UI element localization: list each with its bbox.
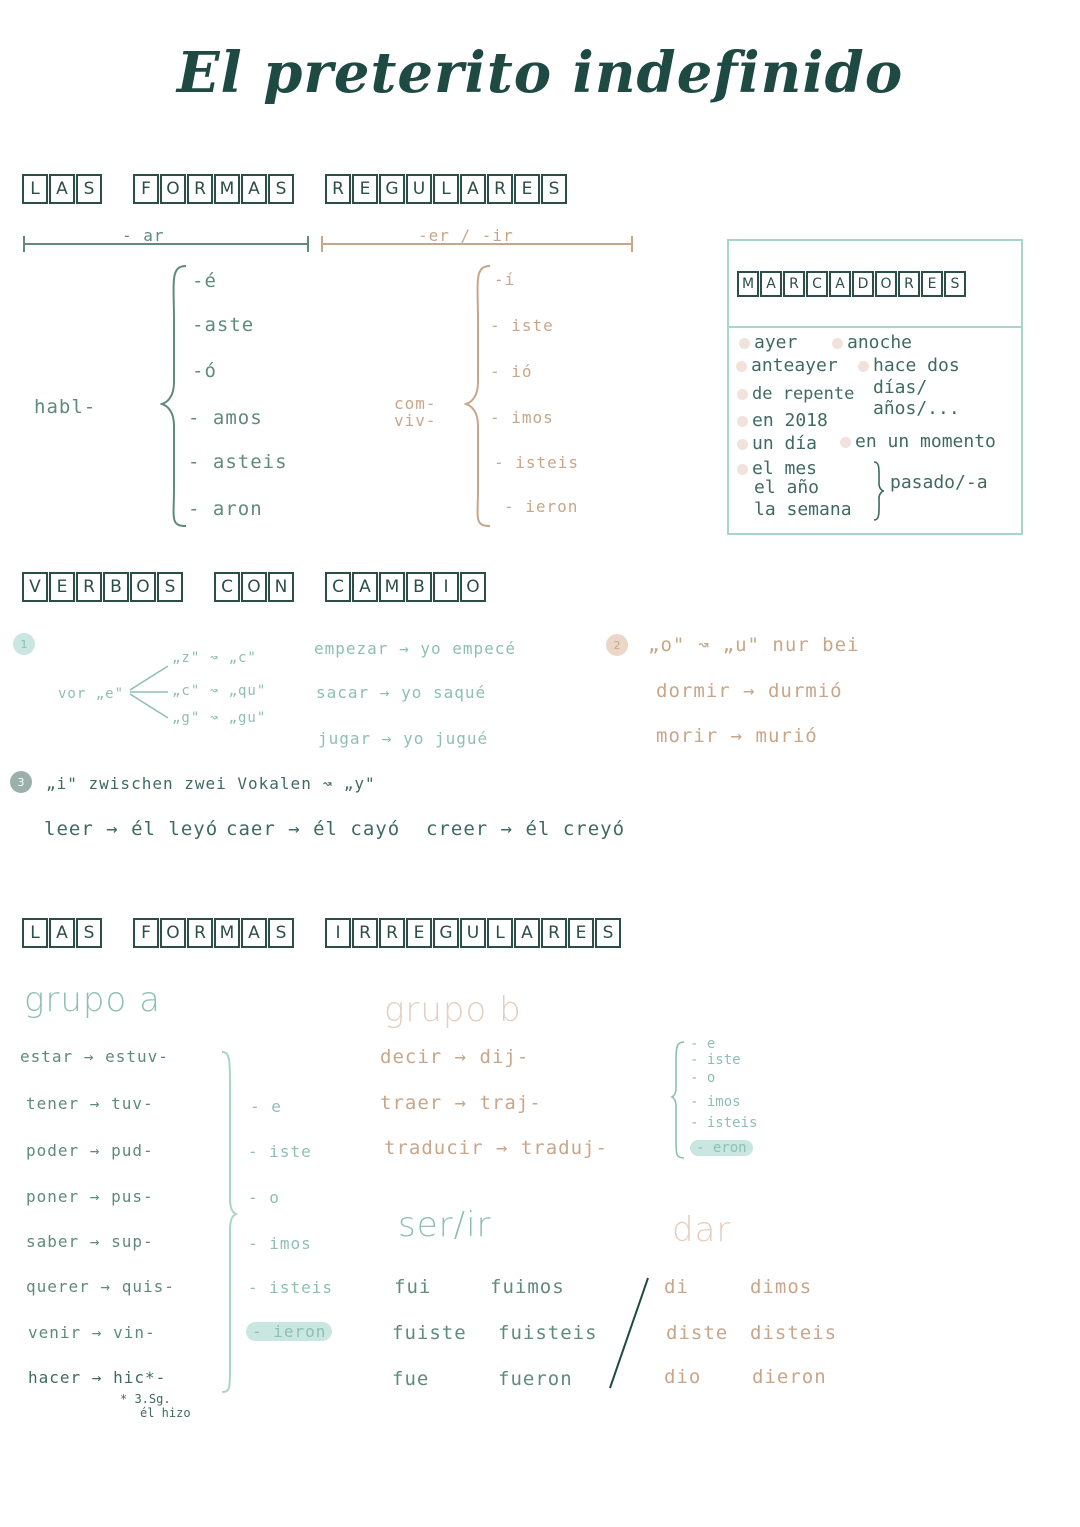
grupo-b-ending-6: - eron: [690, 1140, 753, 1156]
example-sacar: sacar → yo saqué: [316, 683, 487, 702]
header-letter: F: [133, 918, 159, 948]
header-letter: F: [133, 174, 159, 204]
marcador-de-repente: de repente: [737, 384, 854, 404]
grupo-a-ending-4: - imos: [248, 1234, 312, 1253]
grupo-b-brace: [670, 1040, 688, 1160]
ser-ir-title: ser/ir: [398, 1205, 492, 1245]
hacer-note-2: él hizo: [140, 1406, 191, 1420]
page-title: El preterito indefinido: [176, 40, 904, 106]
marcador-en-un-momento: en un momento: [840, 431, 996, 452]
section-header-irregular: [22, 918, 652, 948]
header-letter: O: [875, 271, 897, 297]
header-letter: E: [406, 918, 432, 948]
er-ending-1: -í: [494, 270, 516, 289]
header-letter: C: [325, 572, 351, 602]
header-letter: O: [241, 572, 267, 602]
er-ending-5: - isteis: [494, 453, 580, 472]
header-letter: L: [22, 174, 48, 204]
marcador-la-semana: la semana: [754, 499, 852, 520]
grupo-b-verb-decir: decir → dij-: [380, 1046, 530, 1068]
header-letter: S: [76, 174, 102, 204]
ar-ending-3: -ó: [192, 360, 217, 382]
header-letter: A: [760, 271, 782, 297]
header-letter: G: [433, 918, 459, 948]
header-letter: E: [49, 572, 75, 602]
er-ending-6: - ieron: [504, 497, 579, 516]
marcador-anoche: anoche: [832, 332, 912, 353]
header-letter: R: [379, 918, 405, 948]
ar-stem: habl-: [34, 396, 97, 418]
header-letter: A: [460, 174, 486, 204]
header-letter: C: [214, 572, 240, 602]
rule-number-1: 1: [13, 633, 35, 655]
header-letter: R: [325, 174, 351, 204]
marcador-en-2018: en 2018: [737, 410, 828, 431]
marcador-ayer: ayer: [739, 332, 797, 353]
rule1-z-c: „z" ↝ „c": [172, 650, 257, 666]
grupo-a-verb-tener: tener → tuv-: [26, 1094, 154, 1113]
header-letter: R: [541, 918, 567, 948]
header-letter: L: [487, 918, 513, 948]
dar-title: dar: [672, 1210, 732, 1250]
header-letter: E: [352, 174, 378, 204]
header-word: [133, 174, 295, 204]
ar-label: - ar: [122, 226, 165, 245]
header-letter: O: [160, 174, 186, 204]
example-morir: morir → murió: [656, 725, 818, 747]
ser-fueron: fueron: [498, 1368, 573, 1390]
ser-fue: fue: [392, 1368, 430, 1390]
header-letter: A: [241, 918, 267, 948]
header-letter: U: [406, 174, 432, 204]
header-letter: S: [541, 174, 567, 204]
rule-number-3: 3: [10, 771, 32, 793]
header-letter: B: [406, 572, 432, 602]
header-letter: A: [829, 271, 851, 297]
example-caer: caer → él cayó: [226, 818, 401, 840]
header-letter: B: [103, 572, 129, 602]
dar-dieron: dieron: [752, 1366, 827, 1388]
header-letter: D: [852, 271, 874, 297]
rule3-text: „i" zwischen zwei Vokalen ↝ „y": [46, 774, 376, 793]
header-letter: O: [160, 918, 186, 948]
header-letter: S: [944, 271, 966, 297]
dar-dimos: dimos: [750, 1276, 813, 1298]
header-letter: S: [76, 918, 102, 948]
header-word: [325, 174, 568, 204]
header-letter: R: [352, 918, 378, 948]
header-letter: I: [433, 572, 459, 602]
er-ending-2: - iste: [490, 316, 554, 335]
rule1-c-qu: „c" ↝ „qu": [172, 683, 267, 699]
marcador-el-ano: el año: [754, 477, 820, 498]
marcador-el-mes: el mes: [737, 458, 817, 479]
marcador-hace-dos: hace dos: [858, 355, 960, 376]
example-empezar: empezar → yo empecé: [314, 639, 517, 658]
grupo-b-ending-3: - o: [690, 1070, 716, 1086]
grupo-b-verb-traer: traer → traj-: [380, 1092, 542, 1114]
marcador-pasado: pasado/-a: [890, 472, 988, 493]
grupo-a-verb-estar: estar → estuv-: [20, 1047, 169, 1066]
rule-number-2: 2: [606, 634, 628, 656]
ser-fuimos: fuimos: [490, 1276, 565, 1298]
header-letter: E: [514, 174, 540, 204]
grupo-a-verb-poder: poder → pud-: [26, 1141, 154, 1160]
header-letter: R: [187, 174, 213, 204]
rule1-arrows: [128, 660, 178, 724]
header-letter: V: [22, 572, 48, 602]
rule1-g-gu: „g" ↝ „gu": [172, 710, 267, 726]
example-dormir: dormir → durmió: [656, 680, 843, 702]
grupo-b-ending-5: - isteis: [690, 1115, 758, 1131]
grupo-a-ending-5: - isteis: [248, 1278, 334, 1297]
er-ir-label: -er / -ir: [418, 226, 514, 245]
dar-disteis: disteis: [750, 1322, 838, 1344]
header-letter: R: [487, 174, 513, 204]
suffix-range-lines: [0, 220, 700, 260]
ar-ending-1: -é: [192, 270, 217, 292]
example-leer: leer → él leyó: [44, 818, 219, 840]
header-letter: A: [352, 572, 378, 602]
grupo-a-brace: [218, 1048, 238, 1398]
marcador-anteayer: anteayer: [736, 355, 838, 376]
header-word: [325, 572, 487, 602]
grupo-a-verb-saber: saber → sup-: [26, 1232, 154, 1251]
er-ending-3: - ió: [490, 362, 533, 381]
header-letter: C: [806, 271, 828, 297]
grupo-a-verb-hacer: hacer → hic*-: [28, 1368, 167, 1387]
ser-dar-divider: [604, 1274, 654, 1394]
header-letter: A: [514, 918, 540, 948]
grupo-b-ending-2: - iste: [690, 1052, 741, 1068]
header-letter: U: [460, 918, 486, 948]
ar-ending-6: - aron: [188, 498, 263, 520]
header-letter: N: [268, 572, 294, 602]
header-letter: O: [460, 572, 486, 602]
header-word: [22, 572, 184, 602]
section-header-cambio: [22, 572, 517, 602]
grupo-a-title: grupo a: [24, 980, 161, 1020]
header-letter: R: [783, 271, 805, 297]
grupo-b-ending-4: - imos: [690, 1094, 741, 1110]
ar-ending-5: - asteis: [188, 451, 288, 473]
marcador-dias: días/: [873, 377, 928, 398]
ir-stem-viv: viv-: [394, 411, 437, 430]
ar-ending-4: - amos: [188, 407, 263, 429]
header-letter: E: [568, 918, 594, 948]
er-stem-com: com-: [394, 394, 437, 413]
header-letter: M: [214, 918, 240, 948]
header-word: [133, 918, 295, 948]
header-letter: S: [595, 918, 621, 948]
grupo-a-verb-venir: venir → vin-: [28, 1323, 156, 1342]
header-word: [22, 918, 103, 948]
section-header-regular: [22, 174, 598, 204]
hacer-note-1: * 3.Sg.: [120, 1392, 171, 1406]
marcadores-title: [737, 271, 997, 297]
header-letter: L: [22, 918, 48, 948]
er-ending-4: - imos: [490, 408, 554, 427]
marcador-brace: [872, 460, 886, 522]
header-letter: E: [921, 271, 943, 297]
header-letter: R: [187, 918, 213, 948]
header-letter: M: [214, 174, 240, 204]
ser-fuiste: fuiste: [392, 1322, 467, 1344]
grupo-a-ending-6: - ieron: [246, 1322, 332, 1341]
header-letter: S: [157, 572, 183, 602]
grupo-a-ending-2: - iste: [248, 1142, 312, 1161]
dar-diste: diste: [666, 1322, 729, 1344]
header-letter: O: [130, 572, 156, 602]
example-jugar: jugar → yo jugué: [318, 729, 489, 748]
ar-brace: [160, 262, 190, 530]
er-brace: [464, 262, 494, 530]
grupo-a-verb-poner: poner → pus-: [26, 1187, 154, 1206]
header-letter: S: [268, 918, 294, 948]
grupo-b-verb-traducir: traducir → traduj-: [384, 1137, 608, 1159]
header-letter: M: [737, 271, 759, 297]
header-word: [22, 174, 103, 204]
ar-ending-2: -aste: [192, 314, 255, 336]
header-letter: R: [898, 271, 920, 297]
grupo-b-ending-1: - e: [690, 1036, 716, 1052]
header-word: [737, 271, 967, 297]
header-letter: A: [49, 918, 75, 948]
ser-fui: fui: [394, 1276, 432, 1298]
header-letter: R: [76, 572, 102, 602]
header-letter: I: [325, 918, 351, 948]
header-letter: M: [379, 572, 405, 602]
rule2-text: „o" ↝ „u" nur bei: [648, 634, 860, 656]
ser-fuisteis: fuisteis: [498, 1322, 598, 1344]
header-letter: S: [268, 174, 294, 204]
header-word: [214, 572, 295, 602]
grupo-a-ending-1: - e: [250, 1097, 282, 1116]
header-letter: L: [433, 174, 459, 204]
marcador-un-dia: un día: [737, 433, 817, 454]
example-creer: creer → él creyó: [426, 818, 626, 840]
dar-di: di: [664, 1276, 689, 1298]
rule1-vor-e: vor „e": [58, 686, 125, 702]
grupo-a-verb-querer: querer → quis-: [26, 1277, 175, 1296]
header-letter: A: [49, 174, 75, 204]
header-letter: G: [379, 174, 405, 204]
marcador-anos: años/...: [873, 398, 960, 419]
dar-dio: dio: [664, 1366, 702, 1388]
grupo-a-ending-3: - o: [248, 1188, 280, 1207]
header-letter: A: [241, 174, 267, 204]
grupo-b-title: grupo b: [384, 990, 522, 1030]
header-word: [325, 918, 622, 948]
